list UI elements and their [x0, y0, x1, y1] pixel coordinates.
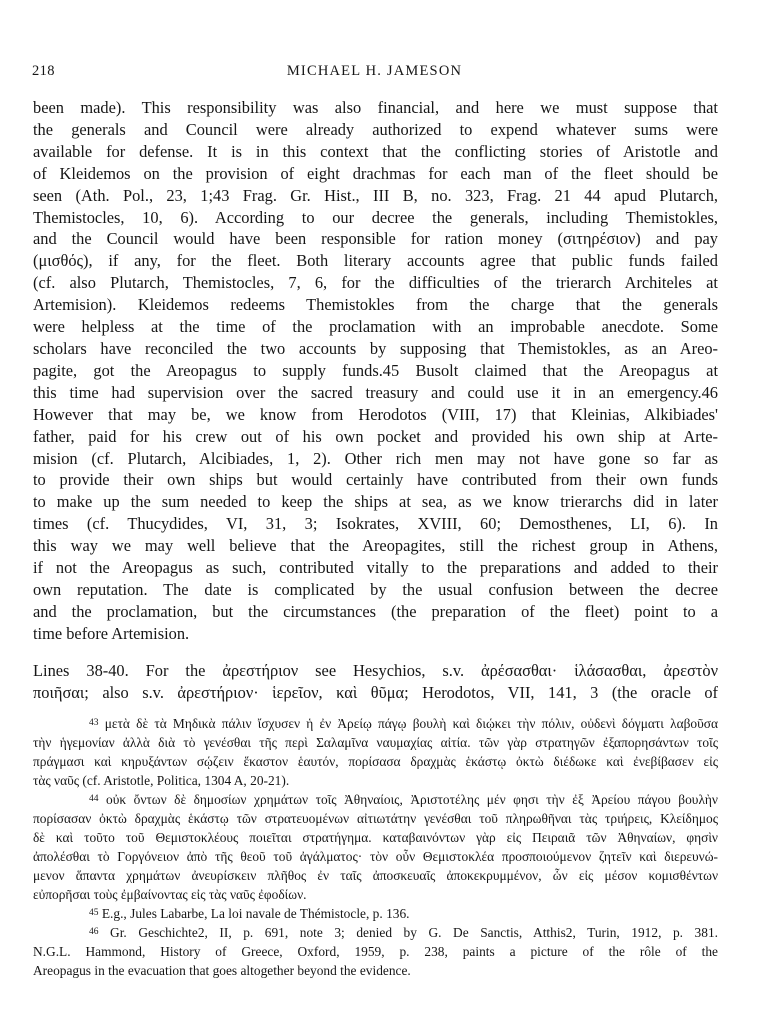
body-line: Artemision). Kleidemos redeems Themistokles from the charge that the generals: [33, 295, 718, 315]
body-line: this way we may well believe that the Areopagites, still the richest group in Athens,: [33, 536, 718, 556]
body-line: the generals and Council were already authorized to expend whatever sums were: [33, 119, 718, 139]
body-line: Themistocles, 10, 6). According to our decree the generals, including Themistokles,: [33, 207, 718, 227]
body-line: scholars have reconciled the two accounts by supposing that Themistokles, as an Areo-: [33, 338, 718, 358]
body-line: this time had supervision over the sacred treasury and could use it in an emergency.46: [33, 382, 718, 402]
body-line: to make up the sum needed to keep the ships at sea, as we know trierarchs did in later: [33, 492, 718, 512]
footnote-line: [33, 790, 718, 809]
body-line: if not the Areopagus as such, contributed vitally to the preparations and added to their: [33, 558, 718, 578]
footnote-line: μενον ἅπαντα χρημάτων ἀνευρίσκειν πλῆθος ἐν ταῖς ἀποσκευαῖς ἀποκεκρυμμένον, ὧν εἰς μέσον κομισθέντων: [33, 868, 718, 883]
body-line: time before Artemision.: [33, 623, 190, 643]
body-line: However that may be, we know from Herodotos (VIII, 17) that Kleinias, Alkibiades': [33, 404, 718, 424]
footnote-line: πορίσασαν ὀκτὼ δραχμὰς ἑκάστῳ τῶν στρατευομένων αἰτιωτάτην γενέσθαι τοῦ πληρωθῆναι τὰς τριήρεις, Κλείδημος: [33, 811, 718, 826]
body-line: mision (cf. Plutarch, Alcibiades, 1, 2). Other rich men may not have gone so far as: [33, 448, 718, 468]
footnote-text: οὐκ ὄντων δὲ δημοσίων χρημάτων τοῖς Ἀθηναίοις, Ἀριστοτέλης μέν φησι τὴν ἐξ Ἀρείου πάγου βουλὴν: [106, 792, 718, 807]
footnotes: [33, 714, 718, 980]
footnote-text: Gr. Geschichte2, II, p. 691, note 3; denied by G. De Sanctis, Atthis2, Turin, 1912, p. 381.: [110, 925, 718, 940]
footnote-line: Areopagus in the evacuation that goes altogether beyond the evidence.: [33, 963, 411, 978]
body-line: father, paid for his crew out of his own pocket and provided his own ship at Arte-: [33, 426, 718, 446]
page-number: 218: [32, 63, 55, 79]
body-line: and the proclamation, but the circumstances (the preparation of the fleet) point to a: [33, 601, 718, 621]
footnote-line: τὴν ἡγεμονίαν ἀλλὰ διὰ τὸ γενέσθαι τῆς περὶ Σαλαμῖνα ναυμαχίας αἰτία. τῶν γὰρ στρατηγῶν ἐξαπορησάντων τοῖς: [33, 735, 718, 750]
footnote-45: [33, 904, 718, 923]
body-line: been made). This responsibility was also financial, and here we must suppose that: [33, 98, 718, 117]
footnote-line: ἀπολέσθαι τὸ Γοργόνειον ἀπὸ τῆς θεοῦ τοῦ ἀγάλματος· τὸν οὖν Θεμιστοκλέα προσποιούμενον ζητεῖν καὶ διερευνώ-: [33, 849, 718, 864]
body-line: ποιῆσαι; also s.v. ἀρεστήριον· ἱερεῖον, καὶ θῦμα; Herodotos, VII, 141, 3 (the oracle of: [33, 682, 718, 702]
body-line: and the Council would have been responsible for ration money (σιτηρέσιον) and pay: [33, 229, 718, 249]
footnote-line: πράγμασι καὶ κηρυξάντων σῴζειν ἕκαστον ἑαυτόν, πορίσασα δραχμὰς ἑκάστῳ ὀκτὼ διέδωκε καὶ ἐνεβίβασεν εἰς: [33, 754, 718, 769]
body-line: own reputation. The date is complicated by the usual confusion between the decree: [33, 579, 718, 599]
body-line: were helpless at the time of the proclamation with an improbable anecdote. Some: [33, 317, 718, 337]
body-line: Lines 38-40. For the ἀρεστήριον see Hesychios, s.v. ἀρέσασθαι· ἱλάσασθαι, ἀρεστὸν: [33, 661, 718, 680]
footnote-number: 44: [89, 794, 99, 804]
footnote-number: 45: [89, 908, 99, 918]
footnote-46: [33, 923, 718, 980]
footnote-number: 43: [89, 718, 99, 728]
body-line: (cf. also Plutarch, Themistocles, 7, 6, for the difficulties of the trierarch Architeles at: [33, 273, 718, 293]
footnote-line: [33, 714, 718, 733]
main-paragraph: [33, 97, 718, 645]
body-line: pagite, got the Areopagus to supply funds.45 Busolt claimed that the Areopagus at: [33, 360, 718, 380]
body-line: to provide their own ships but would certainly have contributed from their own funds: [33, 470, 718, 490]
footnote-line: εὐπορῆσαι τοὺς ἐμβαίνοντας εἰς τὰς ναῦς ἐφοδίων.: [33, 887, 307, 902]
body-line: available for defense. It is in this context that the conflicting stories of Aristotle and: [33, 141, 718, 161]
footnote-line: [33, 904, 718, 923]
body-line: times (cf. Thucydides, VI, 31, 3; Isokrates, XVIII, 60; Demosthenes, LI, 6). In: [33, 514, 718, 534]
footnote-line: N.G.L. Hammond, History of Greece, Oxford, 1959, p. 238, paints a picture of the rôle of the: [33, 944, 718, 959]
footnote-43: [33, 714, 718, 790]
body-line: (μισθός), if any, for the fleet. Both literary accounts agree that public funds failed: [33, 251, 718, 271]
body-line: of Kleidemos on the provision of eight drachmas for each man of the fleet should be: [33, 163, 718, 183]
lines-38-40-paragraph: [33, 660, 718, 704]
footnote-line: [33, 923, 718, 942]
page-header: [32, 63, 717, 83]
footnote-number: 46: [89, 927, 99, 937]
footnote-44: [33, 790, 718, 904]
footnote-text: μετὰ δὲ τὰ Μηδικὰ πάλιν ἴσχυσεν ἡ ἐν Ἀρείῳ πάγῳ βουλὴ καὶ διῴκει τὴν πόλιν, οὐδενὶ δόγματι λαβοῦσα: [104, 716, 718, 731]
running-head: MICHAEL H. JAMESON: [286, 63, 463, 79]
body-line: seen (Ath. Pol., 23, 1;43 Frag. Gr. Hist., III B, no. 323, Frag. 21 44 apud Plutarch,: [33, 185, 718, 205]
footnote-line: δὲ καὶ τοῦτο τοῦ Θεμιστοκλέους ποιεῖται στρατήγημα. καταβαινόντων γὰρ εἰς Πειραιᾶ τῶν Ἀθηναίων, φησὶν: [33, 830, 718, 845]
footnote-text: E.g., Jules Labarbe, La loi navale de Thémistocle, p. 136.: [101, 906, 410, 921]
footnote-line: τὰς ναῦς (cf. Aristotle, Politica, 1304 A, 20-21).: [33, 773, 290, 788]
